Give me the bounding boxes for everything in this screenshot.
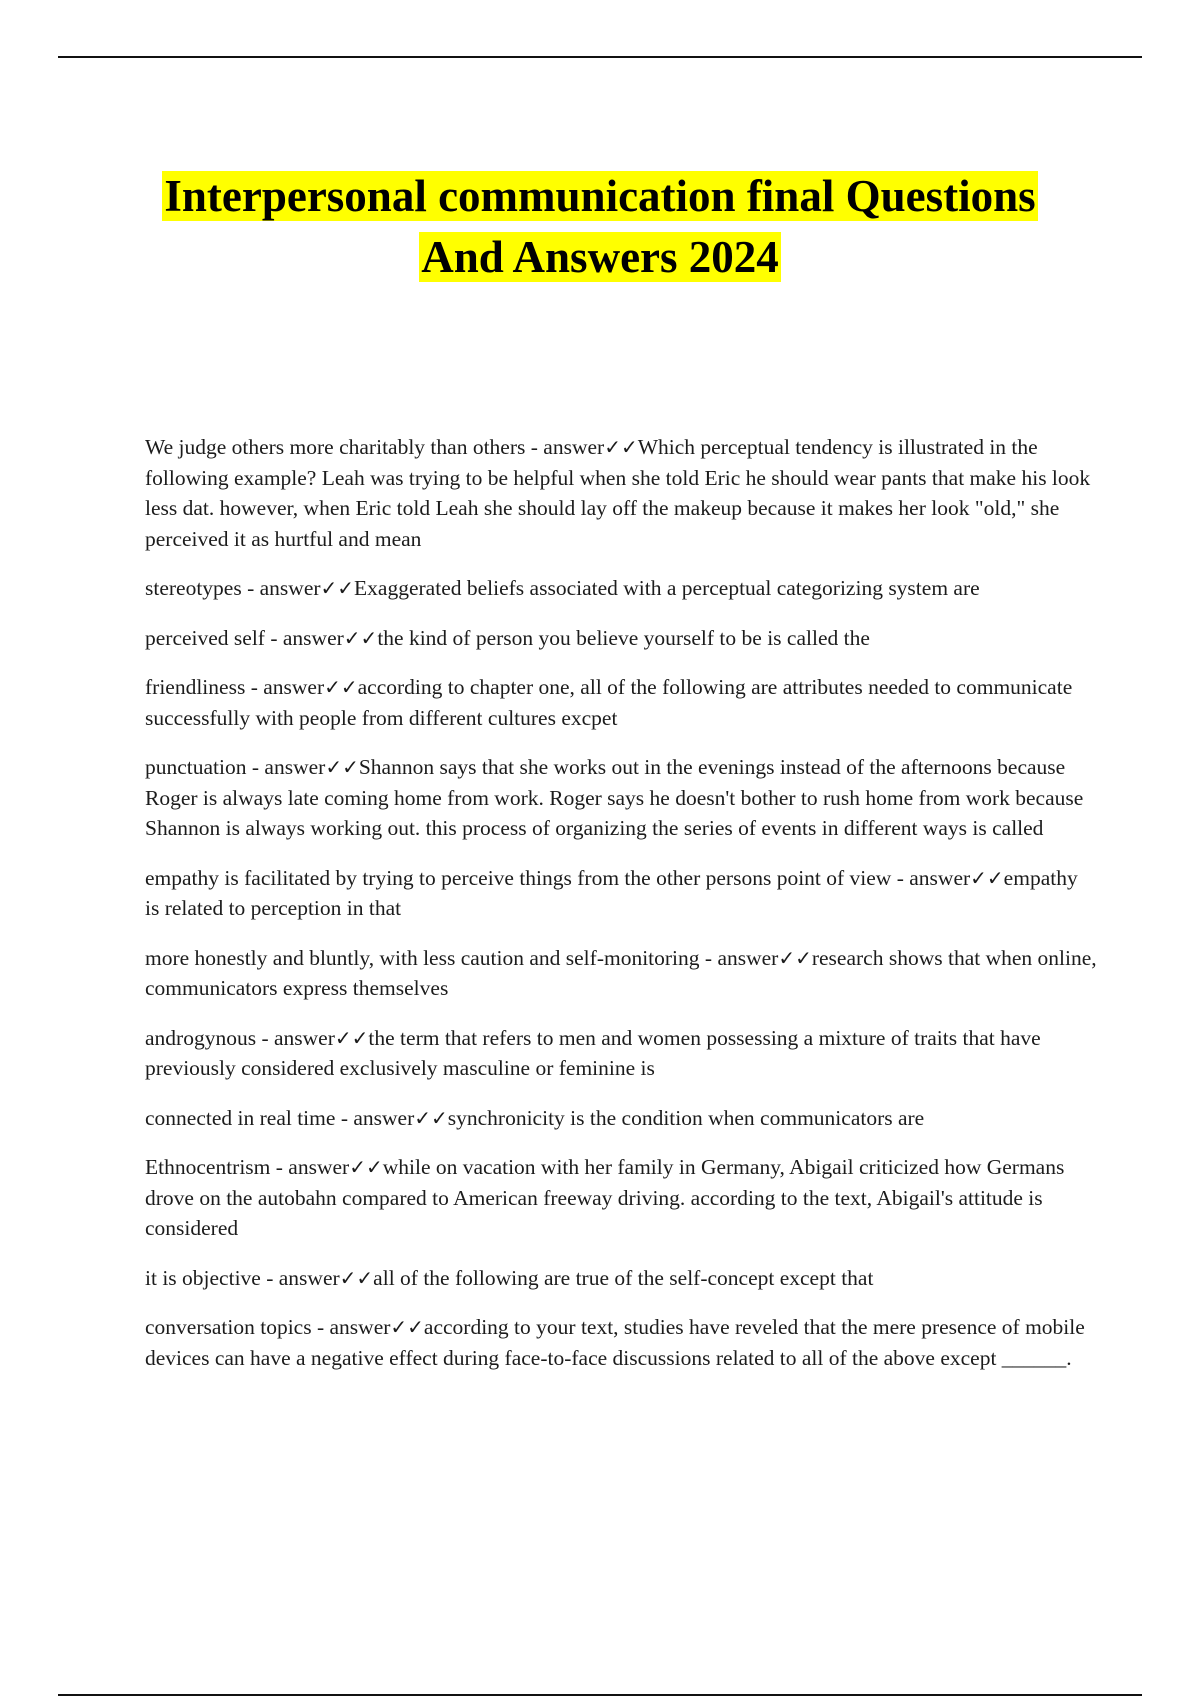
qa-item	[145, 863, 1097, 924]
double-check-icon: ✓✓	[343, 625, 378, 650]
qa-question: the kind of person you believe yourself to be is called the	[377, 625, 870, 650]
double-check-icon: ✓✓	[339, 1265, 374, 1290]
qa-separator: - answer	[335, 1105, 415, 1130]
title-line-2: And Answers 2024	[421, 232, 779, 282]
qa-answer: punctuation	[145, 755, 247, 779]
qa-separator: - answer	[891, 865, 971, 890]
qa-answer: connected in real time	[145, 1105, 336, 1130]
qa-question: empathy is related to perception in that	[145, 865, 1078, 920]
qa-question: research shows that when online, communicators express themselves	[145, 945, 1097, 1000]
qa-question: according to your text, studies have reveled that the mere presence of mobile devices can have a negative effect during face-to-face discussions related to all of the above except ______.	[145, 1315, 1085, 1370]
double-check-icon: ✓✓	[390, 1315, 424, 1339]
qa-separator: - answer	[525, 435, 605, 459]
qa-item	[145, 1312, 1097, 1373]
double-check-icon: ✓✓	[324, 675, 358, 699]
qa-item	[145, 943, 1097, 1004]
qa-item	[145, 672, 1097, 733]
qa-item	[145, 1103, 1097, 1134]
top-rule	[58, 56, 1142, 58]
qa-item	[145, 623, 1097, 654]
qa-item	[145, 573, 1097, 604]
qa-question: Which perceptual tendency is illustrated in the following example? Leah was trying to be helpful when she told Eric he should wear pants that make his look less dat. however, when Eric told Leah she should lay off the makeup because it makes her look "old," she perceived it as hurtful and mean	[145, 435, 1091, 551]
qa-question: Shannon says that she works out in the evenings instead of the afternoons because Roger is always late coming home from work. Roger says he doesn't bother to rush home from work because Shannon is always working out. this process of organizing the series of events in different ways is called	[145, 755, 1084, 840]
qa-answer: We judge others more charitably than others	[145, 435, 526, 459]
qa-question: Exaggerated beliefs associated with a perceptual categorizing system are	[354, 576, 980, 600]
qa-item	[145, 752, 1097, 844]
qa-separator: - answer	[699, 945, 779, 970]
double-check-icon: ✓✓	[334, 1025, 369, 1050]
qa-answer: perceived self	[145, 625, 265, 650]
qa-item	[145, 1263, 1097, 1294]
double-check-icon: ✓✓	[414, 1105, 448, 1130]
qa-answer: stereotypes	[145, 576, 242, 600]
qa-separator: - answer	[311, 1315, 391, 1339]
bottom-rule	[58, 1694, 1142, 1696]
qa-separator: - answer	[270, 1155, 350, 1179]
qa-question: while on vacation with her family in Germany, Abigail criticized how Germans drove on the autobahn compared to American freeway driving. according to the text, Abigail's attitude is considered	[145, 1155, 1065, 1240]
qa-separator: - answer	[246, 755, 326, 779]
qa-item	[145, 1023, 1097, 1084]
double-check-icon: ✓✓	[778, 945, 812, 970]
qa-separator: - answer	[264, 625, 344, 650]
qa-item	[145, 432, 1097, 554]
double-check-icon: ✓✓	[325, 755, 359, 779]
qa-question: synchronicity is the condition when communicators are	[447, 1105, 925, 1130]
title-line-1: Interpersonal communication final Questions	[164, 171, 1036, 221]
qa-separator: - answer	[245, 675, 325, 699]
double-check-icon: ✓✓	[320, 576, 355, 600]
qa-question: all of the following are true of the self-concept except that	[373, 1265, 874, 1290]
qa-answer: more honestly and bluntly, with less caution and self-monitoring	[145, 945, 700, 970]
double-check-icon: ✓✓	[970, 865, 1004, 890]
qa-item	[145, 1152, 1097, 1244]
qa-separator: - answer	[241, 576, 321, 600]
qa-question: according to chapter one, all of the following are attributes needed to communicate successfully with people from different cultures excpet	[145, 675, 1073, 730]
qa-answer: Ethnocentrism	[145, 1155, 271, 1179]
qa-separator: - answer	[256, 1025, 335, 1050]
qa-answer: conversation topics	[145, 1315, 312, 1339]
qa-question: the term that refers to men and women possessing a mixture of traits that have previously considered exclusively masculine or feminine is	[145, 1025, 1041, 1080]
qa-answer: it is objective	[145, 1265, 261, 1290]
qa-answer: androgynous	[145, 1025, 257, 1050]
double-check-icon: ✓✓	[349, 1155, 383, 1179]
qa-answer: empathy is facilitated by trying to perceive things from the other persons point of view	[145, 865, 892, 890]
document-title	[100, 166, 1100, 288]
double-check-icon: ✓✓	[604, 435, 638, 459]
qa-answer: friendliness	[145, 675, 246, 699]
qa-separator: - answer	[260, 1265, 340, 1290]
qa-list	[145, 432, 1097, 1392]
